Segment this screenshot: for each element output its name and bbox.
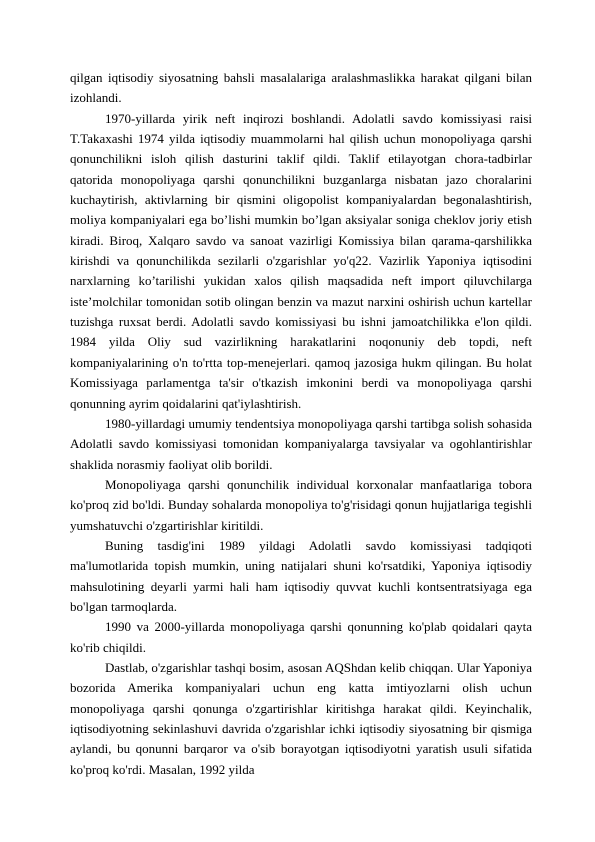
paragraph-3: 1980-yillardagi umumiy tendentsiya monopoliyaga qarshi tartibga solish sohasida Adolatli savdo komissiyasi tomonidan kompaniyalarga tavsiyalar va ogohlantirishlar shaklida norasmiy faoliyat olib borildi. bbox=[70, 415, 532, 472]
document-page bbox=[70, 68, 532, 780]
paragraph-2: 1970-yillarda yirik neft inqirozi boshlandi. Adolatli savdo komissiyasi raisi T.Takaxashi 1974 yilda iqtisodiy muammolarni hal qilish uchun monopoliyaga qarshi qonunchilikni isloh qilish dasturini taklif qildi. Taklif etilayotgan chora-tadbirlar qatorida monopoliyaga qarshi qonunchilikni buzganlarga nisbatan jazo choralarini kuchaytirish, aktivlarning bir qismini oligopolist kompaniyalardan begonalashtirish, moliya kompaniyalari ega bo’lishi mumkin bo’lgan aksiyalar soniga cheklov joriy etish kiradi. Biroq, Xalqaro savdo va sanoat vazirligi Komissiya bilan qarama-qarshilikka kirishdi va qonunchilikda sezilarli o'zgarishlar yo'q22. Vazirlik Yaponiya iqtisodini narxlarning ko’tarilishi yukidan xalos qilish maqsadida neft import qiluvchilarga iste’molchilar tomonidan sotib olingan benzin va mazut narxini oshirish uchun kartellar tuzishga ruxsat berdi. Adolatli savdo komissiyasi bu ishni jamoatchilikka e'lon qildi. 1984 yilda Oliy sud vazirlikning harakatlarini noqonuniy deb topdi, neft kompaniyalarining o'n to'rtta top-menejerlari. qamoq jazosiga hukm qilingan. Bu holat Komissiyaga parlamentga ta'sir o'tkazish imkonini berdi va monopoliyaga qarshi qonunning ayrim qoidalarini qat'iylashtirish. bbox=[70, 110, 532, 411]
paragraph-1: qilgan iqtisodiy siyosatning bahsli masalalariga aralashmaslikka harakat qilgani bilan izohlandi. bbox=[70, 70, 532, 106]
paragraph-4: Monopoliyaga qarshi qonunchilik individual korxonalar manfaatlariga tobora ko'proq zid bo'ldi. Bunday sohalarda monopoliya to'g'risidagi qonun hujjatlariga tegishli yumshatuvchi o'zgartirishlar kiritildi. bbox=[70, 476, 532, 533]
paragraph-5: Buning tasdig'ini 1989 yildagi Adolatli savdo komissiyasi tadqiqoti ma'lumotlarida topish mumkin, uning natijalari shuni ko'rsatdiki, Yaponiya iqtisodiy mahsulotining deyarli yarmi hali ham iqtisodiy quvvat kuchli kontsentratsiyaga ega bo'lgan tarmoqlarda. bbox=[70, 537, 532, 614]
paragraph-6: 1990 va 2000-yillarda monopoliyaga qarshi qonunning ko'plab qoidalari qayta ko'rib chiqildi. bbox=[70, 619, 532, 655]
paragraph-7: Dastlab, o'zgarishlar tashqi bosim, asosan AQShdan kelib chiqqan. Ular Yaponiya bozorida Amerika kompaniyalari uchun eng katta imtiyozlarni olish uchun monopoliyaga qarshi qonunga o'zgartirishlar kiritishga harakat qildi. Keyinchalik, iqtisodiyotning sekinlashuvi davrida o'zgarishlar ichki iqtisodiy siyosatning bir qismiga aylandi, bu qonunni barqaror va o'sib borayotgan iqtisodiyotni yaratish usuli sifatida ko'proq ko'rdi. Masalan, 1992 yilda bbox=[70, 659, 532, 777]
